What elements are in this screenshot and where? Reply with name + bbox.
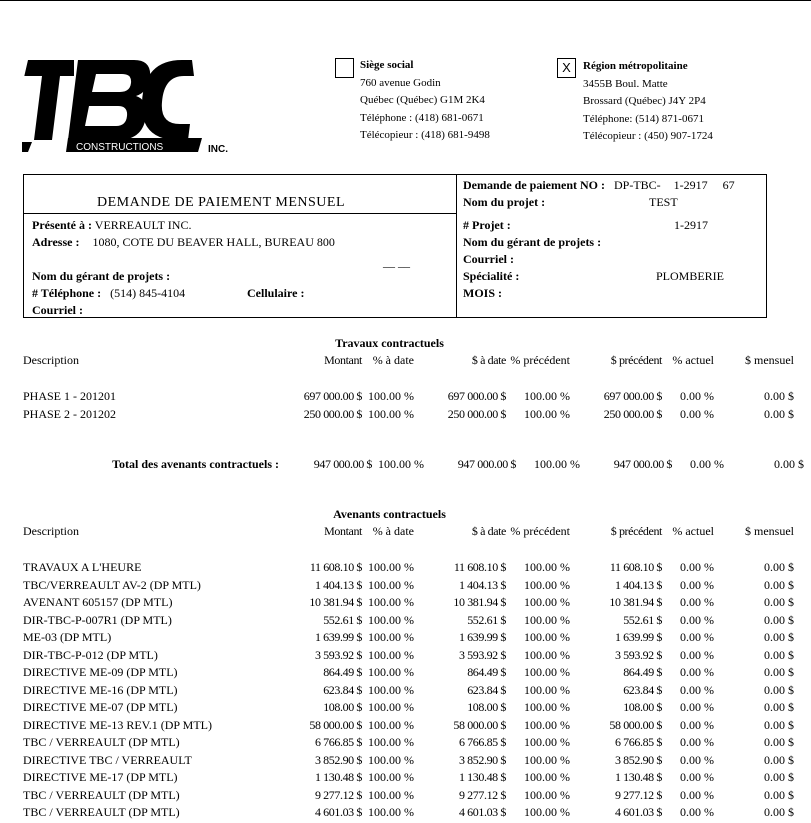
row-pct-prec: 100.00 %	[524, 595, 570, 609]
row-pct-date: 100.00 %	[368, 560, 414, 574]
row-amt-prec: 1 639.99 $	[614, 630, 662, 644]
table-row	[23, 559, 794, 577]
row-amt-prec: 11 608.10 $	[609, 560, 662, 574]
siege-address	[360, 57, 490, 145]
box-divider-vertical	[456, 175, 457, 317]
row-amt-mensuel: 0.00 $	[764, 752, 794, 767]
siege-checkbox[interactable]	[335, 58, 354, 78]
row-pct-date: 100.00 %	[368, 787, 414, 802]
row-amt-date: 58 000.00 $	[453, 717, 506, 732]
row-description: DIR-TBC-P-012 (DP MTL)	[23, 647, 158, 662]
row-pct-prec: 100.00 %	[524, 787, 570, 802]
row-montant: 1 404.13 $	[314, 577, 362, 592]
siege-line: 760 avenue Godin	[360, 76, 441, 89]
region-line: 3455B Boul. Matte	[583, 77, 668, 90]
row-amt-prec: 250 000.00 $	[603, 406, 662, 421]
row-description: TBC / VERREAULT (DP MTL)	[23, 735, 180, 749]
table-row	[23, 577, 794, 595]
avenants-header	[23, 523, 794, 541]
courriel-label: Courriel :	[32, 303, 83, 317]
specialite-value: PLOMBERIE	[656, 269, 725, 283]
row-amt-date: 1 404.13 $	[458, 577, 506, 592]
row-amt-mensuel: 0.00 $	[764, 595, 794, 609]
row-amt-mensuel: 0.00 $	[774, 457, 804, 471]
siege-line: Téléphone : (418) 681-0671	[360, 111, 484, 124]
dp-number: 1-2917	[673, 178, 708, 192]
col-montant: Montant	[324, 353, 362, 367]
presente-value: VERREAULT INC.	[94, 218, 192, 232]
row-pct-actuel: 0.00 %	[680, 752, 714, 767]
row-amt-date: 623.84 $	[467, 682, 506, 697]
dashes: __ __	[383, 255, 410, 269]
row-amt-mensuel: 0.00 $	[764, 577, 794, 592]
projet-value: 1-2917	[674, 218, 708, 232]
adresse-label: Adresse :	[32, 235, 80, 249]
col-amt-date: $ à date	[471, 524, 506, 538]
row-pct-date: 100.00 %	[368, 717, 414, 732]
row-pct-prec: 100.00 %	[524, 560, 570, 574]
row-amt-date: 947 000.00 $	[457, 457, 516, 471]
row-amt-date: 1 639.99 $	[458, 630, 506, 644]
telephone-row	[32, 286, 185, 301]
row-montant: 623.84 $	[323, 682, 362, 697]
dp-label: Demande de paiement NO :	[463, 178, 605, 192]
col-description: Description	[23, 353, 79, 367]
row-montant: 108.00 $	[323, 700, 362, 714]
row-montant: 9 277.12 $	[314, 787, 362, 802]
row-description: DIRECTIVE TBC / VERREAULT	[23, 752, 192, 767]
row-amt-date: 6 766.85 $	[458, 735, 506, 749]
gerant2-label: Nom du gérant de projets :	[463, 235, 602, 249]
row-description: TBC / VERREAULT (DP MTL)	[23, 805, 180, 819]
form-title: DEMANDE DE PAIEMENT MENSUEL	[97, 195, 345, 210]
table-row	[23, 699, 794, 717]
row-amt-prec: 58 000.00 $	[609, 717, 662, 732]
row-amt-date: 1 130.48 $	[458, 770, 506, 784]
travaux-title: Travaux contractuels	[335, 336, 444, 350]
box-divider-horizontal	[24, 213, 456, 214]
row-amt-mensuel: 0.00 $	[764, 682, 794, 697]
row-pct-prec: 100.00 %	[524, 647, 570, 662]
col-pct-actuel: % actuel	[672, 353, 714, 367]
row-montant: 1 130.48 $	[314, 770, 362, 784]
tbc-logo-graphic	[22, 56, 237, 156]
col-pct-prec: % précédent	[510, 353, 570, 367]
row-montant: 697 000.00 $	[303, 389, 362, 403]
top-border	[0, 0, 811, 1]
row-montant: 3 593.92 $	[314, 647, 362, 662]
row-amt-date: 10 381.94 $	[453, 595, 506, 609]
row-pct-actuel: 0.00 %	[680, 389, 714, 403]
presente-row	[32, 218, 191, 233]
row-pct-actuel: 0.00 %	[690, 457, 724, 471]
table-row	[23, 388, 794, 406]
row-pct-date: 100.00 %	[368, 770, 414, 784]
row-montant: 6 766.85 $	[314, 735, 362, 749]
row-pct-actuel: 0.00 %	[680, 647, 714, 662]
dp-prefix: DP-TBC-	[613, 178, 661, 192]
adresse-row	[32, 235, 335, 250]
region-line: Télécopieur : (450) 907-1724	[583, 130, 713, 142]
row-montant: 864.49 $	[323, 665, 362, 679]
region-checkbox[interactable]: X	[557, 58, 576, 78]
row-amt-prec: 9 277.12 $	[614, 787, 662, 802]
row-pct-actuel: 0.00 %	[680, 682, 714, 697]
row-pct-actuel: 0.00 %	[680, 665, 714, 679]
row-amt-date: 552.61 $	[467, 612, 506, 627]
row-pct-prec: 100.00 %	[524, 665, 570, 679]
row-amt-prec: 697 000.00 $	[603, 389, 662, 403]
row-description: DIRECTIVE ME-13 REV.1 (DP MTL)	[23, 717, 212, 732]
presente-label: Présenté à :	[32, 218, 92, 232]
row-amt-date: 697 000.00 $	[447, 389, 506, 403]
table-row	[23, 629, 794, 647]
region-line: Téléphone: (514) 871-0671	[583, 112, 704, 125]
nom-projet-value: TEST	[649, 195, 678, 209]
row-pct-actuel: 0.00 %	[680, 735, 714, 749]
row-montant: 11 608.10 $	[309, 560, 362, 574]
row-pct-prec: 100.00 %	[524, 389, 570, 403]
row-pct-prec: 100.00 %	[524, 805, 570, 819]
row-amt-date: 3 852.90 $	[458, 752, 506, 767]
row-amt-prec: 4 601.03 $	[614, 805, 662, 819]
row-pct-prec: 100.00 %	[524, 700, 570, 714]
courriel2-label: Courriel :	[463, 252, 514, 266]
row-amt-date: 9 277.12 $	[458, 787, 506, 802]
row-amt-date: 108.00 $	[467, 700, 506, 714]
table-row	[23, 647, 794, 665]
row-pct-prec: 100.00 %	[524, 682, 570, 697]
row-pct-prec: 100.00 %	[524, 717, 570, 732]
row-amt-mensuel: 0.00 $	[764, 770, 794, 784]
total-row	[23, 456, 804, 474]
projet-label: # Projet :	[463, 218, 511, 232]
table-row	[23, 787, 794, 805]
row-amt-mensuel: 0.00 $	[764, 787, 794, 802]
row-pct-date: 100.00 %	[378, 457, 424, 471]
row-pct-prec: 100.00 %	[524, 770, 570, 784]
row-pct-prec: 100.00 %	[524, 577, 570, 592]
col-amt-date: $ à date	[471, 353, 506, 367]
row-amt-prec: 108.00 $	[623, 700, 662, 714]
row-pct-prec: 100.00 %	[524, 752, 570, 767]
row-amt-prec: 3 852.90 $	[614, 752, 662, 767]
table-row	[23, 769, 794, 787]
mois-label: MOIS :	[463, 286, 502, 300]
row-amt-date: 4 601.03 $	[458, 805, 506, 819]
col-amt-prec: $ précédent	[610, 524, 662, 538]
row-amt-mensuel: 0.00 $	[764, 612, 794, 627]
col-amt-mensuel: $ mensuel	[745, 524, 794, 538]
row-montant: 947 000.00 $	[313, 457, 372, 471]
row-amt-mensuel: 0.00 $	[764, 805, 794, 819]
row-amt-mensuel: 0.00 $	[764, 389, 794, 403]
row-pct-actuel: 0.00 %	[680, 805, 714, 819]
table-row	[23, 406, 794, 424]
row-pct-date: 100.00 %	[368, 700, 414, 714]
row-description: PHASE 2 - 201202	[23, 406, 117, 421]
specialite-label: Spécialité :	[463, 269, 520, 283]
request-info-box	[23, 174, 767, 318]
row-description: TBC / VERREAULT (DP MTL)	[23, 787, 180, 802]
col-pct-date: % à date	[372, 353, 414, 367]
row-pct-actuel: 0.00 %	[680, 406, 714, 421]
row-pct-actuel: 0.00 %	[680, 770, 714, 784]
row-pct-actuel: 0.00 %	[680, 700, 714, 714]
table-row	[23, 682, 794, 700]
avenants-title: Avenants contractuels	[333, 507, 446, 521]
telephone-value: (514) 845-4104	[110, 286, 186, 300]
row-amt-mensuel: 0.00 $	[764, 647, 794, 662]
row-pct-date: 100.00 %	[368, 612, 414, 627]
row-pct-date: 100.00 %	[368, 595, 414, 609]
row-amt-prec: 864.49 $	[623, 665, 662, 679]
row-pct-actuel: 0.00 %	[680, 577, 714, 592]
region-title: Région métropolitaine	[583, 60, 688, 72]
row-montant: 250 000.00 $	[303, 406, 362, 421]
logo-inc-text: INC.	[208, 144, 228, 155]
row-description: DIR-TBC-P-007R1 (DP MTL)	[23, 612, 172, 627]
row-pct-date: 100.00 %	[368, 630, 414, 644]
row-pct-prec: 100.00 %	[524, 406, 570, 421]
col-pct-prec: % précédent	[510, 524, 570, 538]
table-row	[23, 664, 794, 682]
row-description: DIRECTIVE ME-16 (DP MTL)	[23, 682, 178, 697]
nom-projet-label: Nom du projet :	[463, 195, 546, 209]
row-pct-date: 100.00 %	[368, 752, 414, 767]
tbc-logo	[22, 56, 237, 156]
table-row	[23, 612, 794, 630]
row-description: DIRECTIVE ME-17 (DP MTL)	[23, 770, 178, 784]
col-amt-prec: $ précédent	[610, 353, 662, 367]
adresse-value: 1080, COTE DU BEAVER HALL, BUREAU 800	[92, 235, 335, 249]
row-amt-mensuel: 0.00 $	[764, 560, 794, 574]
row-pct-prec: 100.00 %	[524, 630, 570, 644]
row-montant: 10 381.94 $	[309, 595, 362, 609]
row-montant: 4 601.03 $	[314, 805, 362, 819]
row-amt-prec: 552.61 $	[623, 612, 662, 627]
row-description: Total des avenants contractuels :	[112, 457, 279, 471]
row-amt-prec: 6 766.85 $	[614, 735, 662, 749]
row-pct-date: 100.00 %	[368, 647, 414, 662]
region-line: Brossard (Québec) J4Y 2P4	[583, 95, 706, 107]
row-amt-prec: 10 381.94 $	[609, 595, 662, 609]
col-montant: Montant	[324, 524, 362, 538]
row-montant: 3 852.90 $	[314, 752, 362, 767]
row-pct-actuel: 0.00 %	[680, 717, 714, 732]
dp-row	[463, 178, 735, 193]
travaux-header	[23, 352, 794, 370]
avenants-table	[23, 559, 794, 822]
row-pct-date: 100.00 %	[368, 682, 414, 697]
region-address	[583, 58, 713, 146]
row-pct-prec: 100.00 %	[534, 457, 580, 471]
col-pct-date: % à date	[372, 524, 414, 538]
gerant-label: Nom du gérant de projets :	[32, 269, 171, 283]
row-description: PHASE 1 - 201201	[23, 389, 117, 403]
column-headers	[23, 352, 794, 370]
table-row	[23, 717, 794, 735]
row-pct-date: 100.00 %	[368, 805, 414, 819]
row-montant: 58 000.00 $	[309, 717, 362, 732]
row-description: DIRECTIVE ME-09 (DP MTL)	[23, 665, 178, 679]
row-amt-mensuel: 0.00 $	[764, 700, 794, 714]
row-montant: 1 639.99 $	[314, 630, 362, 644]
row-description: AVENANT 605157 (DP MTL)	[23, 595, 173, 609]
row-amt-date: 864.49 $	[467, 665, 506, 679]
telephone-label: # Téléphone :	[32, 286, 102, 300]
row-pct-prec: 100.00 %	[524, 612, 570, 627]
row-pct-date: 100.00 %	[368, 389, 414, 403]
row-amt-prec: 1 130.48 $	[614, 770, 662, 784]
table-row	[23, 752, 794, 770]
row-amt-mensuel: 0.00 $	[764, 665, 794, 679]
row-description: TBC/VERREAULT AV-2 (DP MTL)	[23, 577, 201, 592]
row-pct-date: 100.00 %	[368, 577, 414, 592]
cellulaire-label: Cellulaire :	[247, 286, 305, 300]
table-row	[23, 594, 794, 612]
row-amt-date: 250 000.00 $	[447, 406, 506, 421]
row-amt-mensuel: 0.00 $	[764, 406, 794, 421]
row-description: DIRECTIVE ME-07 (DP MTL)	[23, 700, 178, 714]
col-pct-actuel: % actuel	[672, 524, 714, 538]
dp-sequence: 67	[722, 178, 735, 192]
logo-sub-text: CONSTRUCTIONS	[76, 142, 164, 153]
row-pct-prec: 100.00 %	[524, 735, 570, 749]
row-amt-mensuel: 0.00 $	[764, 735, 794, 749]
row-pct-actuel: 0.00 %	[680, 612, 714, 627]
column-headers	[23, 523, 794, 541]
row-amt-prec: 623.84 $	[623, 682, 662, 697]
row-montant: 552.61 $	[323, 612, 362, 627]
col-description: Description	[23, 524, 79, 538]
row-pct-actuel: 0.00 %	[680, 595, 714, 609]
row-amt-prec: 1 404.13 $	[614, 577, 662, 592]
row-amt-date: 11 608.10 $	[453, 560, 506, 574]
row-amt-prec: 947 000.00 $	[613, 457, 672, 471]
siege-line: Télécopieur : (418) 681-9498	[360, 129, 490, 141]
row-pct-actuel: 0.00 %	[680, 630, 714, 644]
travaux-total	[23, 456, 804, 474]
row-amt-prec: 3 593.92 $	[614, 647, 662, 662]
row-amt-date: 3 593.92 $	[458, 647, 506, 662]
travaux-table	[23, 388, 794, 423]
row-pct-date: 100.00 %	[368, 735, 414, 749]
table-row	[23, 804, 794, 822]
row-amt-mensuel: 0.00 $	[764, 630, 794, 644]
row-pct-actuel: 0.00 %	[680, 560, 714, 574]
row-pct-date: 100.00 %	[368, 665, 414, 679]
col-amt-mensuel: $ mensuel	[745, 353, 794, 367]
row-amt-mensuel: 0.00 $	[764, 717, 794, 732]
siege-title: Siège social	[360, 59, 414, 71]
siege-line: Québec (Québec) G1M 2K4	[360, 94, 485, 106]
row-description: TRAVAUX A L'HEURE	[23, 560, 142, 574]
row-pct-actuel: 0.00 %	[680, 787, 714, 802]
row-description: ME-03 (DP MTL)	[23, 630, 112, 644]
row-pct-date: 100.00 %	[368, 406, 414, 421]
table-row	[23, 734, 794, 752]
